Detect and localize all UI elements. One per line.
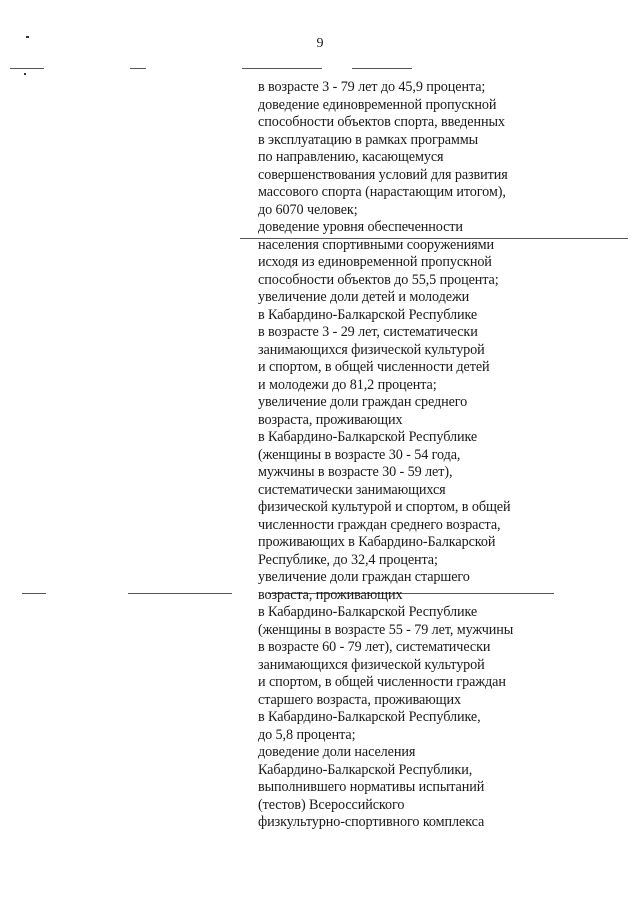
scan-speck: [24, 73, 26, 75]
text-line: численности граждан среднего возраста,: [258, 516, 501, 533]
text-line: систематически занимающихся: [258, 481, 446, 498]
text-line: возраста, проживающих: [258, 586, 403, 603]
text-line: в Кабардино-Балкарской Республике: [258, 306, 478, 323]
text-line: (женщины в возрасте 55 - 79 лет, мужчины: [258, 621, 514, 638]
page-number: 9: [316, 36, 324, 51]
scan-speck: [26, 36, 29, 38]
text-line: физкультурно-спортивного комплекса: [258, 814, 485, 830]
text-line: в Кабардино-Балкарской Республике: [258, 429, 478, 445]
scan-line: [352, 68, 412, 69]
text-line: увеличение доли граждан среднего: [258, 394, 468, 410]
text-line: доведение единовременной пропускной: [258, 96, 497, 113]
text-line: доведение доли населения: [258, 744, 416, 760]
text-line: Кабардино-Балкарской Республики,: [258, 761, 473, 778]
text-line: в возрасте 3 - 79 лет до 45,9 процента;: [258, 79, 486, 95]
text-line: Республике, до 32,4 процента;: [258, 551, 438, 568]
text-line: исходя из единовременной пропускной: [258, 254, 492, 270]
text-line: и молодежи до 81,2 процента;: [258, 376, 437, 393]
text-line: (тестов) Всероссийского: [258, 796, 405, 813]
scan-line: [130, 68, 146, 69]
text-line: проживающих в Кабардино-Балкарской: [258, 534, 496, 550]
text-line: доведение уровня обеспеченности: [258, 219, 463, 235]
text-line: (женщины в возрасте 30 - 54 года,: [258, 446, 461, 463]
text-line: в Кабардино-Балкарской Республике,: [258, 709, 481, 725]
text-line: в возрасте 3 - 29 лет, систематически: [258, 324, 478, 340]
text-line: населения спортивными сооружениями: [258, 236, 495, 253]
text-line: до 6070 человек;: [258, 201, 358, 218]
text-line: массового спорта (нарастающим итогом),: [258, 184, 506, 200]
text-line: по направлению, касающемуся: [258, 149, 444, 165]
scan-line: [128, 593, 232, 594]
text-line: и спортом, в общей численности детей: [258, 359, 490, 375]
text-line: и спортом, в общей численности граждан: [258, 674, 506, 690]
scan-line: [10, 68, 44, 69]
text-line: увеличение доли детей и молодежи: [258, 289, 470, 305]
text-line: способности объектов до 55,5 процента;: [258, 271, 499, 288]
text-line: физической культурой и спортом, в общей: [258, 499, 511, 515]
text-line: возраста, проживающих: [258, 411, 403, 428]
text-line: совершенствования условий для развития: [258, 166, 508, 183]
text-line: до 5,8 процента;: [258, 726, 356, 743]
text-line: увеличение доли граждан старшего: [258, 569, 470, 585]
text-line: занимающихся физической культурой: [258, 656, 485, 673]
scan-line: [22, 593, 46, 594]
text-line: занимающихся физической культурой: [258, 341, 485, 358]
body-text: [258, 79, 558, 832]
text-line: в Кабардино-Балкарской Республике: [258, 604, 478, 620]
text-line: старшего возраста, проживающих: [258, 691, 461, 708]
text-line: выполнившего нормативы испытаний: [258, 779, 485, 795]
text-line: в возрасте 60 - 79 лет), систематически: [258, 639, 491, 655]
text-line: в эксплуатацию в рамках программы: [258, 131, 479, 148]
scan-line: [242, 68, 322, 69]
text-line: мужчины в возрасте 30 - 59 лет),: [258, 464, 453, 480]
text-line: способности объектов спорта, введенных: [258, 114, 505, 130]
